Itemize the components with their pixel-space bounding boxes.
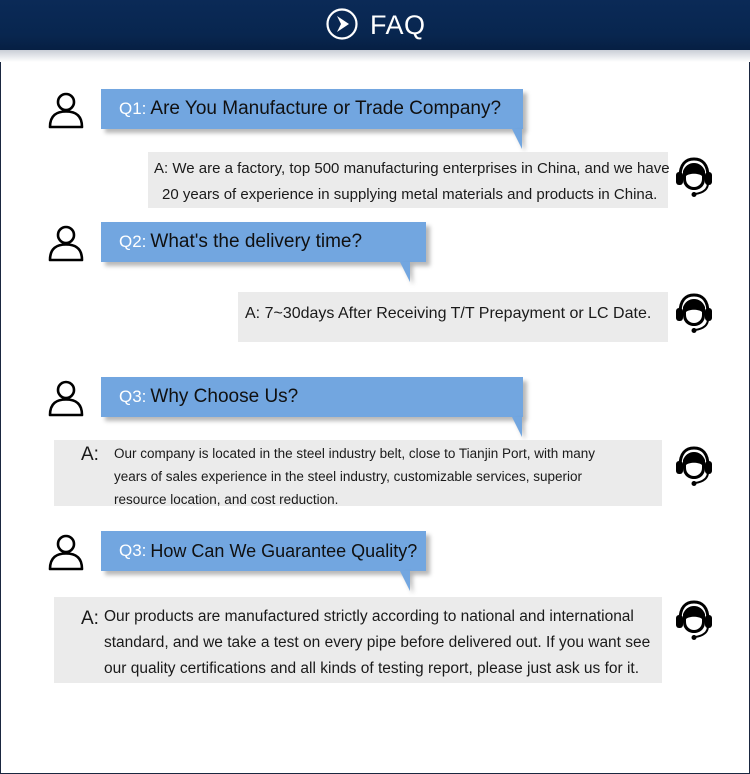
- question-text: Are You Manufacture or Trade Company?: [150, 98, 502, 119]
- user-outline-icon: [47, 533, 85, 571]
- answer-bubble-1: [148, 152, 668, 208]
- question-number: Q1:: [119, 99, 147, 118]
- arrow-circle-icon: [326, 8, 358, 40]
- answer-text: [114, 442, 595, 511]
- answer-line: Our company is located in the steel industry belt, close to Tianjin Port, with many: [114, 446, 595, 461]
- question-number: Q3:: [119, 541, 147, 560]
- user-outline-icon: [47, 91, 85, 129]
- user-outline-icon: [47, 224, 85, 262]
- faq-header: [0, 0, 750, 50]
- question-text: What's the delivery time?: [150, 231, 363, 252]
- answer-line: resource location, and cost reduction.: [114, 492, 339, 507]
- question-tail-1: [512, 129, 522, 149]
- answer-line: Our products are manufactured strictly according to national and international: [104, 608, 634, 625]
- answer-text: [104, 604, 650, 682]
- headset-agent-icon: [674, 598, 714, 642]
- header-shadow: [0, 50, 750, 62]
- headset-agent-icon: [674, 291, 714, 335]
- answer-bubble-3: [54, 440, 662, 506]
- answer-text: 7~30days After Receiving T/T Prepayment or LC Date.: [264, 305, 652, 322]
- question-bubble-3: [101, 377, 523, 417]
- question-tail-4: [400, 571, 410, 591]
- question-bubble-2: [101, 222, 426, 262]
- answer-text: We are a factory, top 500 manufacturing enterprises in China, and we have: [172, 160, 670, 177]
- answer-label: A:: [154, 160, 169, 177]
- answer-bubble-4: [54, 597, 662, 683]
- question-bubble-4: [101, 531, 426, 571]
- answer-label: A:: [81, 608, 99, 629]
- answer-line: years of sales experience in the steel industry, customizable services, superior: [114, 469, 582, 484]
- answer-label: A:: [81, 444, 99, 465]
- answer-line: our quality certifications and all kinds of testing report, please just ask us for it.: [104, 660, 640, 677]
- question-tail-2: [400, 262, 410, 282]
- headset-agent-icon: [674, 155, 714, 199]
- answer-line: [154, 156, 668, 182]
- question-bubble-1: [101, 89, 523, 129]
- question-number: Q3:: [119, 387, 147, 406]
- headset-agent-icon: [674, 444, 714, 488]
- answer-line: standard, and we take a test on every pipe before delivered out. If you want see: [104, 634, 651, 651]
- question-tail-3: [512, 417, 522, 437]
- user-outline-icon: [47, 379, 85, 417]
- question-text: How Can We Guarantee Quality?: [150, 540, 418, 561]
- question-text: Why Choose Us?: [150, 386, 299, 407]
- answer-label: A:: [245, 305, 261, 322]
- question-number: Q2:: [119, 232, 147, 251]
- page-title: FAQ: [370, 10, 426, 40]
- answer-bubble-2: [238, 292, 668, 342]
- answer-line: 20 years of experience in supplying metal materials and products in China.: [162, 186, 658, 203]
